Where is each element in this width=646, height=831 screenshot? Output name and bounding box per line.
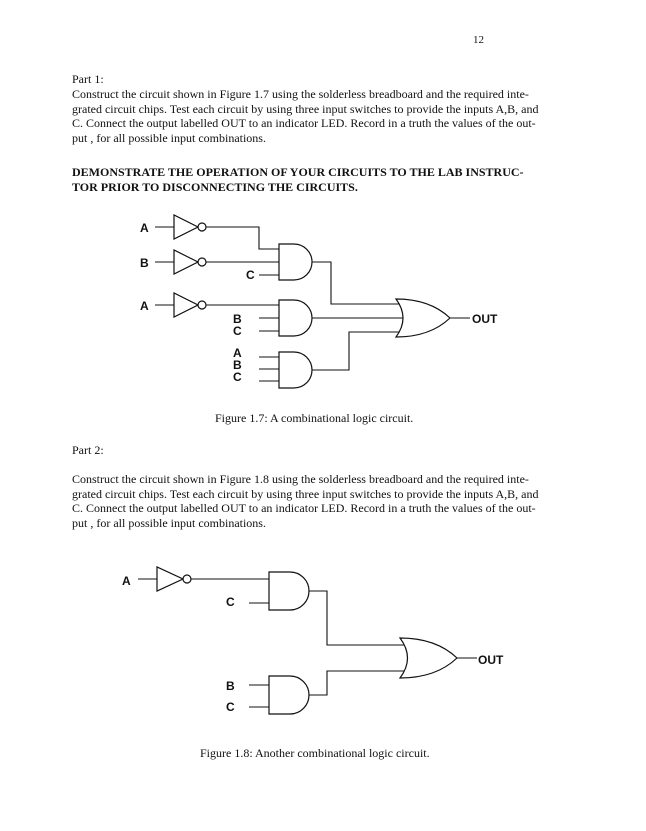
figure-1-7-caption: Figure 1.7: A combinational logic circuit. [215,411,414,425]
and2-b-label: B [233,312,242,326]
input-a2-label: A [140,299,149,313]
wire [309,591,406,645]
part1-line: grated circuit chips. Test each circuit by using three input switches to provide the inputs A,B, and [72,101,539,116]
and3-c-label: C [233,370,242,384]
and3-b-label: B [233,358,242,372]
part2-line: Construct the circuit shown in Figure 1.8 using the solderless breadboard and the required inte- [72,472,529,486]
not-bubble-4 [183,575,191,583]
notice-line: DEMONSTRATE THE OPERATION OF YOUR CIRCUITS TO THE LAB INSTRUC- [72,165,524,179]
part2-line: C. Connect the output labelled OUT to an indicator LED. Record in a truth the values of the out- [72,501,536,516]
output-label: OUT [478,653,504,667]
and3-a-label: A [233,346,242,360]
part1-line: put , for all possible input combinations. [72,130,266,145]
and5-b-label: B [226,679,235,693]
input-a-label: A [140,221,149,235]
input-a-label: A [122,574,131,588]
notice-line: TOR PRIOR TO DISCONNECTING THE CIRCUITS. [72,179,358,194]
page-number: 12 [473,34,484,46]
and-gate-4 [269,572,309,610]
input-b-label: B [140,256,149,270]
and2-c-label: C [233,324,242,338]
part2-line: put , for all possible input combinations. [72,515,266,530]
and-gate-5 [269,676,309,714]
part1-heading: Part 1: [72,72,104,86]
or-gate-2 [400,638,457,678]
part1-line: Construct the circuit shown in Figure 1.7 using the solderless breadboard and the required inte- [72,87,529,101]
figure-1-8-caption: Figure 1.8: Another combinational logic circuit. [200,746,430,760]
part2-heading: Part 2: [72,443,104,457]
and5-c-label: C [226,700,235,714]
part1-line: C. Connect the output labelled OUT to an indicator LED. Record in a truth the values of the out- [72,116,536,131]
part2-line: grated circuit chips. Test each circuit by using three input switches to provide the inputs A,B, and [72,486,539,501]
and1-c-label: C [246,268,255,282]
output-label: OUT [472,312,498,326]
wire [309,671,408,695]
and4-c-label: C [226,595,235,609]
not-gate-4 [157,567,183,591]
